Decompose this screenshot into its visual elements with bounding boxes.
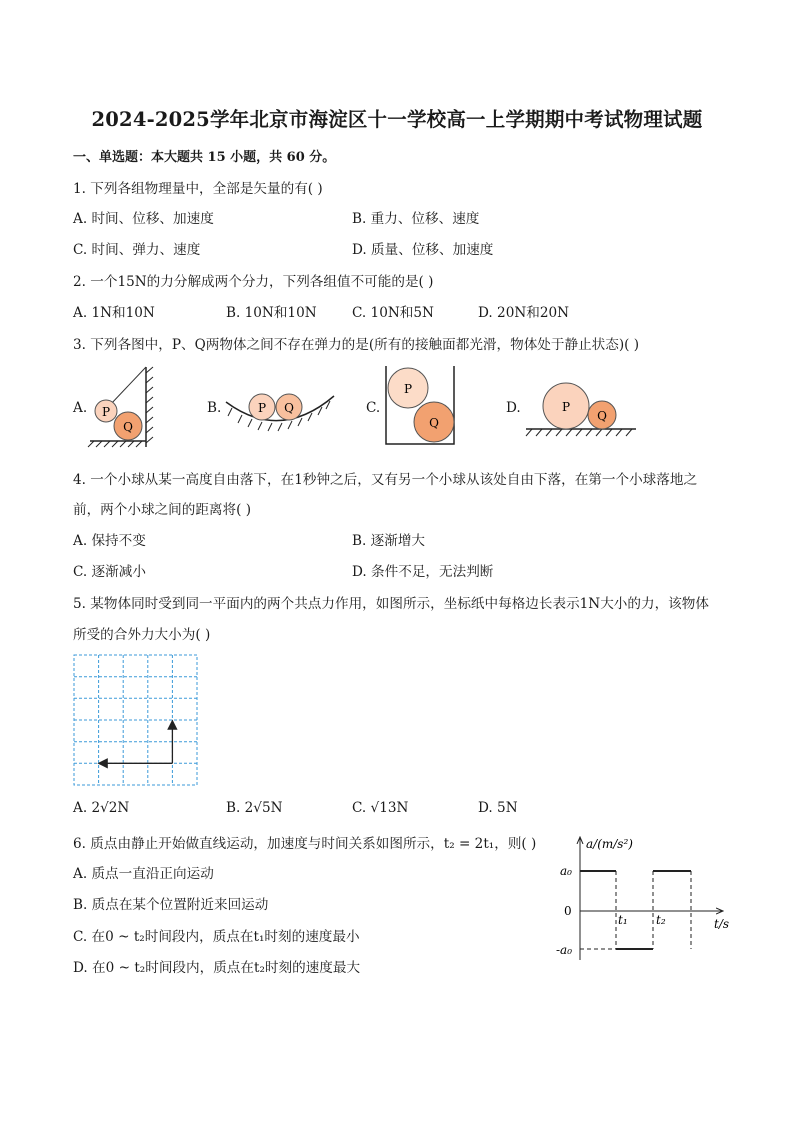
question-5-stem-line2: 所受的合外力大小为( ) [73, 627, 211, 643]
question-5-stem-line1: 5. 某物体同时受到同一平面内的两个共点力作用，如图所示，坐标纸中每格边长表示1N大小的力，该物体 [73, 596, 709, 612]
q5-option-b: B. 2√5N [226, 800, 283, 816]
section-heading: 一、单选题：本大题共 15 小题，共 60 分。 [73, 150, 336, 165]
graph-x-label: t/s [714, 917, 730, 931]
q3-label-b: B. [207, 400, 222, 416]
q3-figure-d [522, 376, 640, 440]
q5-force-grid [72, 653, 200, 789]
graph-zero-label: 0 [564, 904, 572, 918]
q2-option-c: C. 10N和5N [352, 305, 434, 321]
q6-option-d: D. 在0 ~ t₂时间段内，质点在t₂时刻的速度最大 [73, 960, 361, 976]
question-2-stem: 2. 一个15N的力分解成两个分力，下列各组值不可能的是( ) [73, 274, 434, 290]
graph-t2-label: t₂ [656, 913, 666, 927]
q6-option-c: C. 在0 ~ t₂时间段内，质点在t₁时刻的速度最小 [73, 929, 360, 945]
q3-figure-a [86, 363, 158, 453]
q3-label-d: D. [506, 400, 521, 416]
q5-option-a: A. 2√2N [73, 800, 130, 816]
question-4-stem-line1: 4. 一个小球从某一高度自由落下，在1秒钟之后，又有另一个小球从该处自由下落，在第一个小球落地之 [73, 472, 698, 488]
q4-option-b: B. 逐渐增大 [352, 533, 426, 549]
question-4-stem-line2: 前，两个小球之间的距离将( ) [73, 502, 252, 518]
q4-option-c: C. 逐渐减小 [73, 564, 146, 580]
q3a-p-label: P [101, 405, 111, 419]
q3b-p-label: P [257, 401, 267, 415]
q1-option-b: B. 重力、位移、速度 [352, 211, 480, 227]
q3d-p-label: P [561, 400, 571, 414]
q3-label-c: C. [366, 400, 381, 416]
q3c-p-label: P [403, 382, 413, 396]
graph-a0-label: a₀ [560, 864, 572, 878]
q6-acceleration-graph [554, 830, 734, 970]
q2-option-b: B. 10N和10N [226, 305, 317, 321]
q4-option-d: D. 条件不足，无法判断 [352, 564, 494, 580]
q5-option-d: D. 5N [478, 800, 518, 816]
q4-option-a: A. 保持不变 [73, 533, 146, 549]
question-3-stem: 3. 下列各图中，P、Q两物体之间不存在弹力的是(所有的接触面都光滑，物体处于静止状态)( ) [73, 337, 640, 353]
q6-option-b: B. 质点在某个位置附近来回运动 [73, 897, 269, 913]
question-6-stem: 6. 质点由静止开始做直线运动，加速度与时间关系如图所示，t₂ = 2t₁，则( ) [73, 836, 537, 852]
q3a-q-label: Q [123, 420, 133, 434]
graph-y-label: a/(m/s²) [586, 837, 633, 851]
q1-option-a: A. 时间、位移、加速度 [73, 211, 214, 227]
q3b-q-label: Q [284, 401, 294, 415]
q2-option-d: D. 20N和20N [478, 305, 570, 321]
page-title: 2024-2025学年北京市海淀区十一学校高一上学期期中考试物理试题 [91, 108, 703, 131]
q3d-q-label: Q [597, 409, 607, 423]
q6-option-a: A. 质点一直沿正向运动 [73, 866, 214, 882]
q5-option-c: C. √13N [352, 800, 409, 816]
graph-neg-a0-label: -a₀ [556, 943, 573, 957]
q1-option-c: C. 时间、弹力、速度 [73, 242, 201, 258]
q3-figure-b [222, 380, 340, 436]
q3c-q-label: Q [429, 416, 439, 430]
q3-figure-c [380, 364, 460, 450]
graph-t1-label: t₁ [618, 913, 628, 927]
q3-label-a: A. [73, 400, 88, 416]
q1-option-d: D. 质量、位移、加速度 [352, 242, 494, 258]
question-1-stem: 1. 下列各组物理量中，全部是矢量的有( ) [73, 181, 323, 197]
q2-option-a: A. 1N和10N [73, 305, 155, 321]
